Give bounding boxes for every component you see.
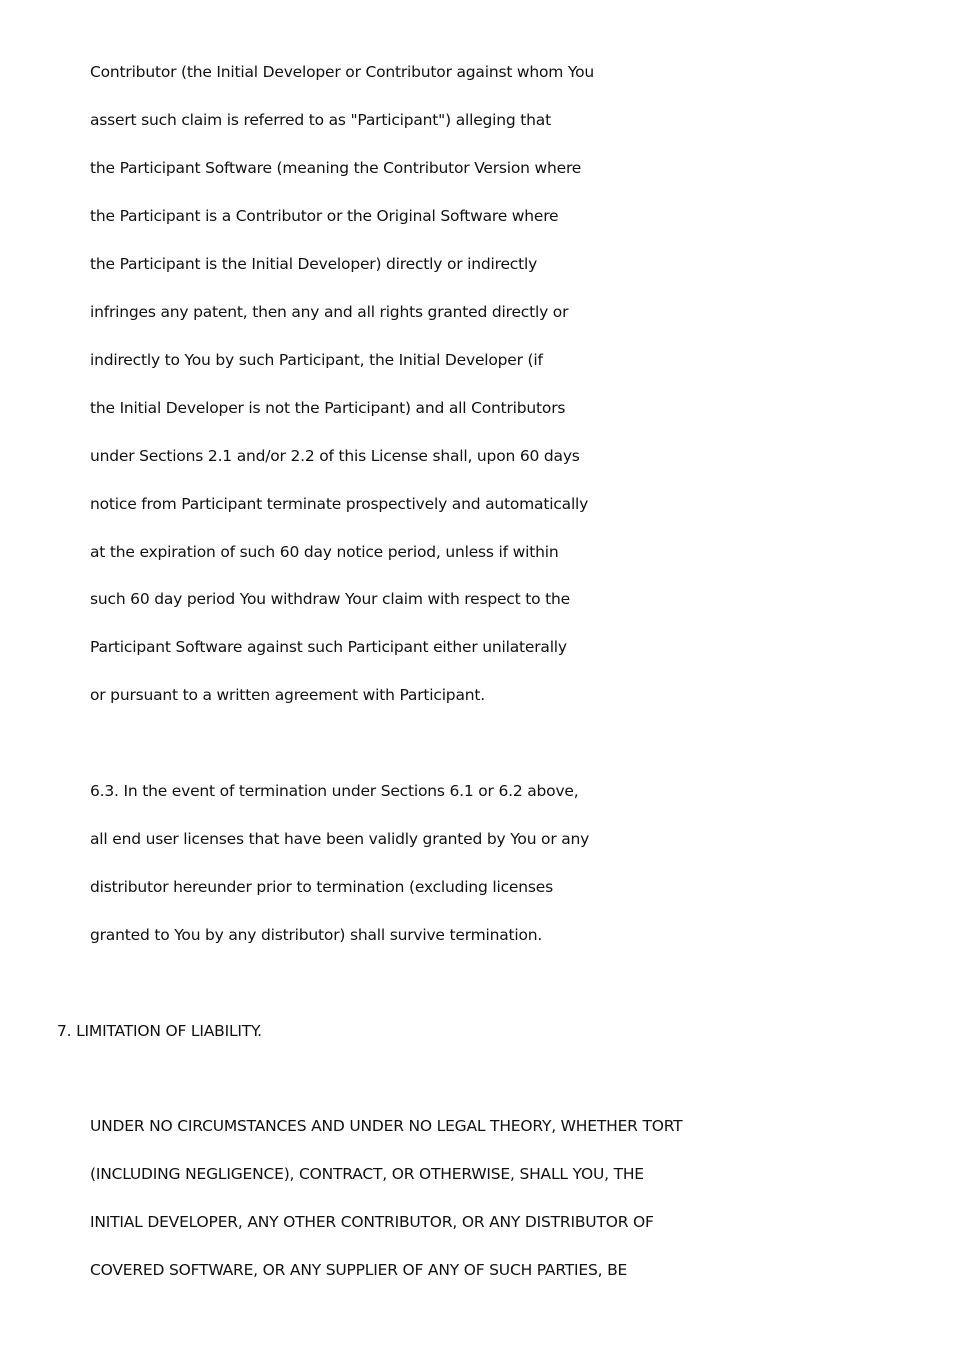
- text-line: under Sections 2.1 and/or 2.2 of this License shall, upon 60 days: [90, 447, 580, 465]
- text-line: at the expiration of such 60 day notice period, unless if within: [90, 543, 559, 561]
- text-line: INITIAL DEVELOPER, ANY OTHER CONTRIBUTOR, OR ANY DISTRIBUTOR OF: [90, 1213, 654, 1231]
- text-line: 6.3. In the event of termination under Sections 6.1 or 6.2 above,: [90, 782, 579, 800]
- text-line: assert such claim is referred to as "Participant") alleging that: [90, 111, 551, 129]
- text-line: all end user licenses that have been validly granted by You or any: [90, 830, 590, 848]
- section-heading: 7. LIMITATION OF LIABILITY.: [57, 1022, 262, 1040]
- text-line: (INCLUDING NEGLIGENCE), CONTRACT, OR OTHERWISE, SHALL YOU, THE: [90, 1165, 644, 1183]
- text-line: infringes any patent, then any and all rights granted directly or: [90, 303, 569, 321]
- text-line: granted to You by any distributor) shall survive termination.: [90, 926, 543, 944]
- text-line: such 60 day period You withdraw Your claim with respect to the: [90, 590, 570, 608]
- text-line: the Participant is a Contributor or the Original Software where: [90, 207, 559, 225]
- text-line: distributor hereunder prior to termination (excluding licenses: [90, 878, 553, 896]
- text-line: the Participant Software (meaning the Contributor Version where: [90, 159, 582, 177]
- text-line: indirectly to You by such Participant, the Initial Developer (if: [90, 351, 543, 369]
- text-line: Participant Software against such Participant either unilaterally: [90, 638, 567, 656]
- text-line: or pursuant to a written agreement with Participant.: [90, 686, 485, 704]
- text-line: the Participant is the Initial Developer) directly or indirectly: [90, 255, 538, 273]
- text-line: the Initial Developer is not the Participant) and all Contributors: [90, 399, 566, 417]
- text-line: notice from Participant terminate prospectively and automatically: [90, 495, 589, 513]
- text-line: COVERED SOFTWARE, OR ANY SUPPLIER OF ANY OF SUCH PARTIES, BE: [90, 1261, 628, 1279]
- text-line: UNDER NO CIRCUMSTANCES AND UNDER NO LEGAL THEORY, WHETHER TORT: [90, 1117, 683, 1135]
- text-line: Contributor (the Initial Developer or Contributor against whom You: [90, 63, 595, 81]
